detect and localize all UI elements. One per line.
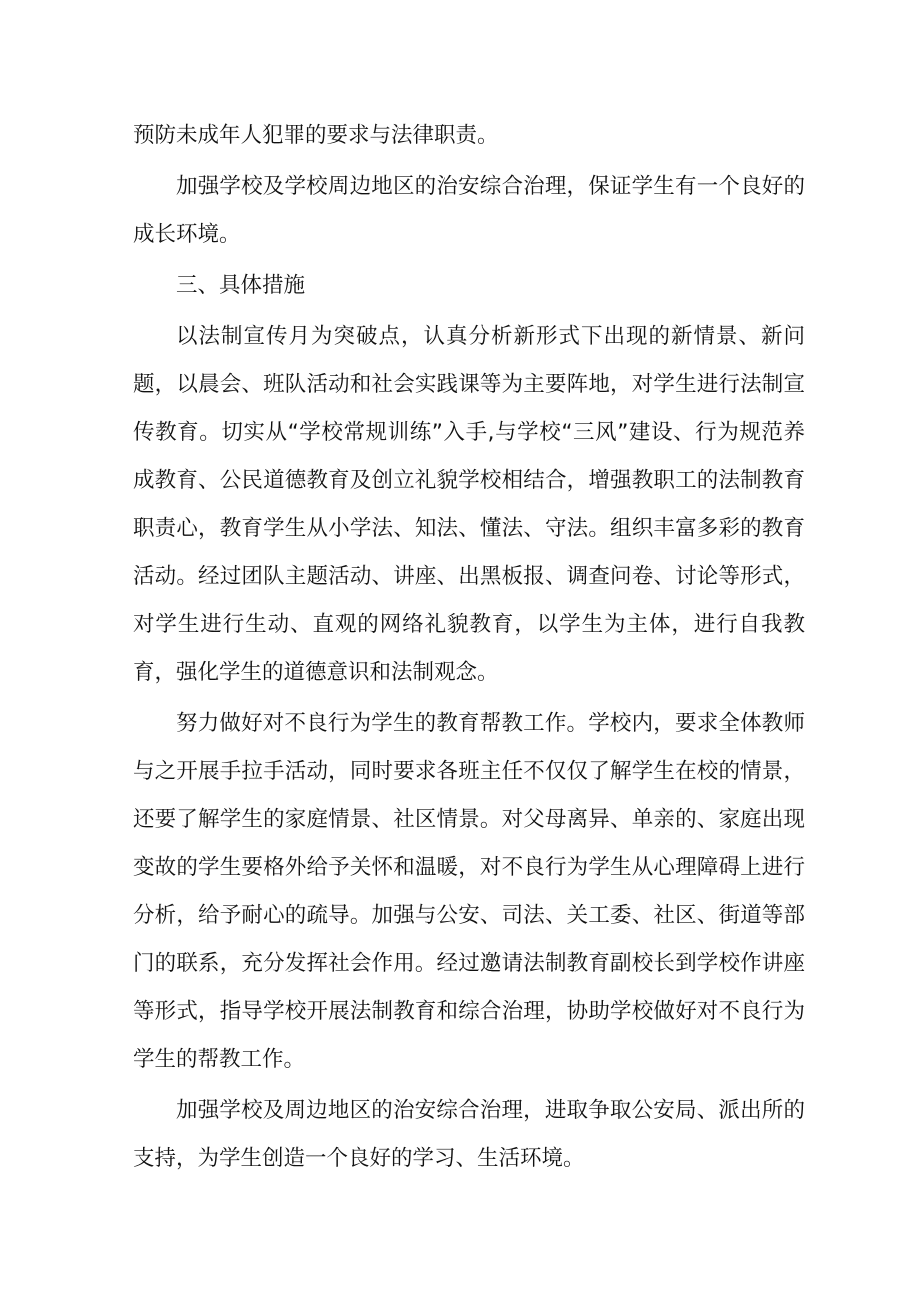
- paragraph-legal-education: 以法制宣传月为突破点，认真分析新形式下出现的新情景、新问题，以晨会、班队活动和社会实践课等为主要阵地，对学生进行法制宣传教育。切实从“学校常规训练”入手,与学校“三风”建设、行为规范养成教育、公民道德教育及创立礼貌学校相结合，增强教职工的法制教育职责心，教育学生从小学法、知法、懂法、守法。组织丰富多彩的教育活动。经过团队主题活动、讲座、出黑板报、调查问卷、讨论等形式，对学生进行生动、直观的网络礼貌教育，以学生为主体，进行自我教育，强化学生的道德意识和法制观念。: [133, 324, 805, 685]
- document-body: [133, 112, 805, 1186]
- paragraph-student-assistance: 努力做好对不良行为学生的教育帮教工作。学校内，要求全体教师与之开展手拉手活动，同时要求各班主任不仅仅了解学生在校的情景，还要了解学生的家庭情景、社区情景。对父母离异、单亲的、家庭出现变故的学生要格外给予关怀和温暖，对不良行为学生从心理障碍上进行分析，给予耐心的疏导。加强与公安、司法、关工委、社区、街道等部门的联系，充分发挥社会作用。经过邀请法制教育副校长到学校作讲座等形式，指导学校开展法制教育和综合治理，协助学校做好对不良行为学生的帮教工作。: [133, 711, 805, 1072]
- section-heading-measures: 三、具体措施: [176, 273, 306, 298]
- paragraph-continuation: 预防未成年人犯罪的要求与法律职责。: [133, 123, 499, 148]
- paragraph-campus-safety: 加强学校及学校周边地区的治安综合治理，保证学生有一个良好的成长环境。: [133, 174, 805, 247]
- paragraph-environment: 加强学校及周边地区的治安综合治理，进取争取公安局、派出所的支持，为学生创造一个良好的学习、生活环境。: [133, 1098, 805, 1171]
